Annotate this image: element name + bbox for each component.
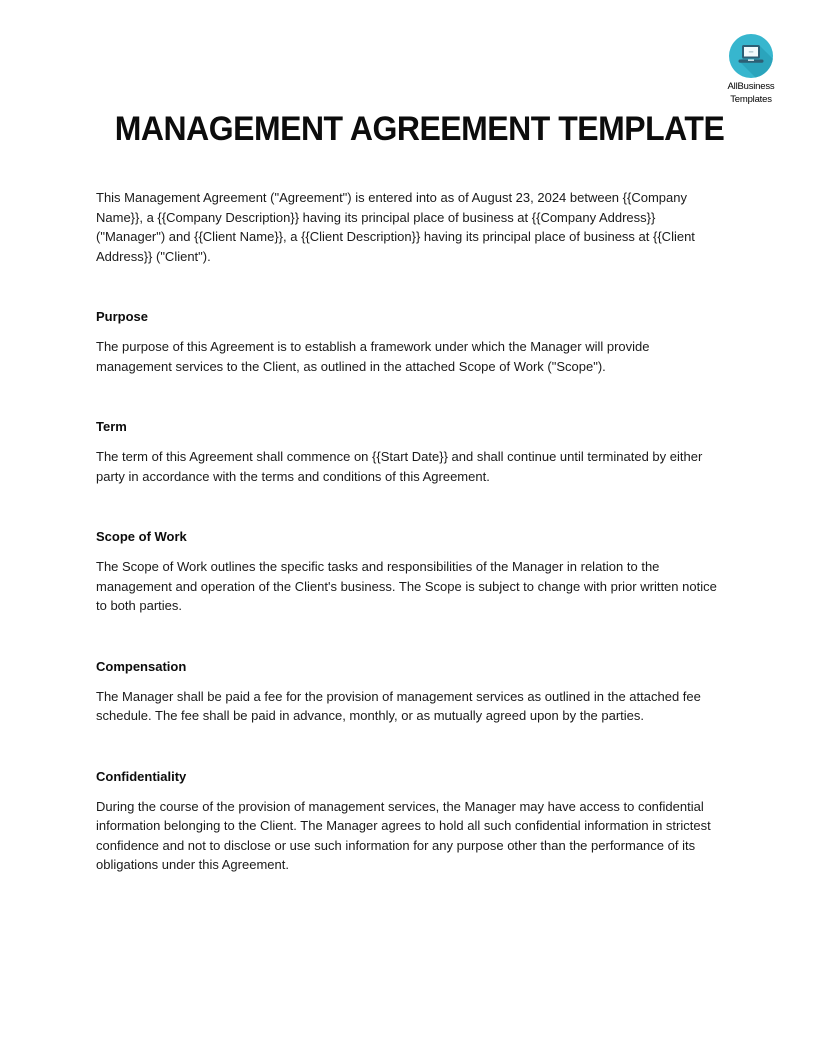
section-heading: Purpose <box>96 309 149 324</box>
intro-paragraph: This Management Agreement ("Agreement") is entered into as of August 23, 2024 between {{Company Name}}, a {{Company Description}} having its principal place of business at {{Company Address}} ("Manager") and {{Client Name}}, a {{Client Description}} having its principal place of business at {{Client Address}} ("Client"). <box>96 190 695 264</box>
section-body: The purpose of this Agreement is to establish a framework under which the Manager will provide management services to the Client, as outlined in the attached Scope of Work ("Scope"). <box>96 339 650 374</box>
section-heading: Compensation <box>96 658 187 674</box>
brand-logo <box>716 33 786 105</box>
brand-name-line1: AllBusiness <box>727 81 775 92</box>
section-heading: Term <box>96 419 127 434</box>
section-confidentiality <box>96 767 720 875</box>
section-body: The term of this Agreement shall commence on {{Start Date}} and shall continue until terminated by either party in accordance with the terms and conditions of this Agreement. <box>96 449 703 484</box>
section-body: During the course of the provision of management services, the Manager may have access to confidential information belonging to the Client. The Manager agrees to hold all such confidential information in strictest confidence and not to disclose or use such information for any purpose other than the performance of its obligations under this Agreement. <box>96 798 711 872</box>
section-scope-of-work <box>96 527 720 616</box>
section-term <box>96 417 720 486</box>
brand-name-line2: Templates <box>730 94 772 105</box>
section-compensation <box>96 657 720 726</box>
section-heading: Confidentiality <box>96 768 187 784</box>
document-content <box>0 110 816 875</box>
laptop-logo-icon <box>728 33 774 79</box>
section-purpose <box>96 307 720 376</box>
section-heading: Scope of Work <box>96 529 187 544</box>
section-body: The Scope of Work outlines the specific tasks and responsibilities of the Manager in relation to the management and operation of the Client's business. The Scope is subject to change with prior written notice to both parties. <box>96 559 717 613</box>
document-title: MANAGEMENT AGREEMENT TEMPLATE <box>114 110 725 148</box>
section-body: The Manager shall be paid a fee for the provision of management services as outlined in the attached fee schedule. The fee shall be paid in advance, monthly, or as mutually agreed upon by the parties. <box>96 688 701 723</box>
